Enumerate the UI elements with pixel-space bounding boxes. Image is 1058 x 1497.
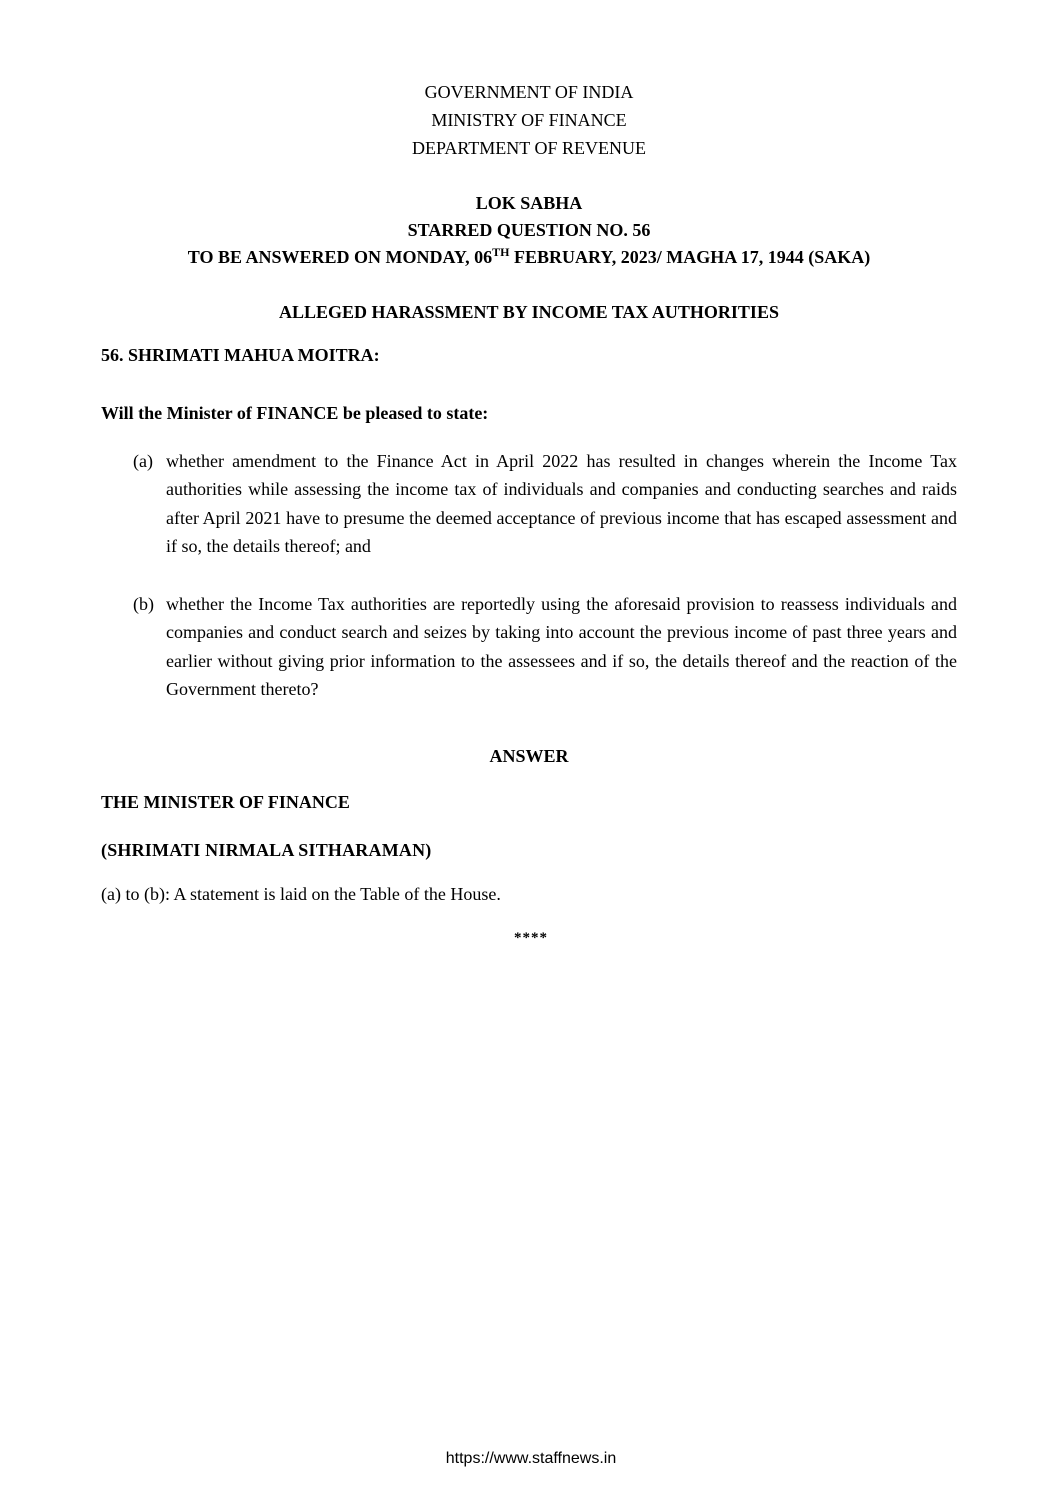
answer-heading: ANSWER: [489, 746, 569, 766]
end-mark: ****: [514, 930, 548, 946]
question-text: whether the Income Tax authorities are reportedly using the aforesaid provision to reassess individuals and companies and conduct search and seizes by taking into account the previous income of past three years and earlier without giving prior information to the assessees and if so, the details thereof and the reaction of the Government thereto?: [166, 594, 957, 700]
department-title: DEPARTMENT OF REVENUE: [412, 138, 646, 158]
question-marker: (a): [133, 451, 153, 471]
answer-date-suffix: FEBRUARY, 2023/ MAGHA 17, 1944 (SAKA): [509, 247, 871, 267]
house-block: [0, 190, 1058, 271]
question-item: [133, 447, 957, 561]
minister-name: (SHRIMATI NIRMALA SITHARAMAN): [101, 840, 432, 860]
question-marker: (b): [133, 594, 154, 614]
answer-date-sup: TH: [492, 245, 510, 259]
question-intro: Will the Minister of FINANCE be pleased to state:: [101, 403, 489, 423]
govt-title: GOVERNMENT OF INDIA: [424, 82, 634, 102]
question-text: whether amendment to the Finance Act in April 2022 has resulted in changes wherein the Income Tax authorities while assessing the income tax of individuals and companies and conducting searches and raids after April 2021 have to presume the deemed acceptance of previous income that has escaped assessment and if so, the details thereof; and: [166, 451, 957, 557]
house-name: LOK SABHA: [475, 193, 583, 213]
answer-date-prefix: TO BE ANSWERED ON MONDAY, 06: [187, 247, 493, 267]
question-number: STARRED QUESTION NO. 56: [407, 220, 651, 240]
question-item: [133, 590, 957, 704]
answer-date: [0, 244, 1058, 271]
header-block: [0, 78, 1058, 162]
minister-title: THE MINISTER OF FINANCE: [101, 792, 350, 812]
subject-heading: ALLEGED HARASSMENT BY INCOME TAX AUTHORITIES: [279, 302, 779, 322]
ministry-title: MINISTRY OF FINANCE: [431, 110, 627, 130]
footer-url[interactable]: https://www.staffnews.in: [445, 1450, 617, 1467]
questioner-name: 56. SHRIMATI MAHUA MOITRA:: [101, 345, 380, 365]
answer-text: (a) to (b): A statement is laid on the Table of the House.: [101, 884, 501, 904]
